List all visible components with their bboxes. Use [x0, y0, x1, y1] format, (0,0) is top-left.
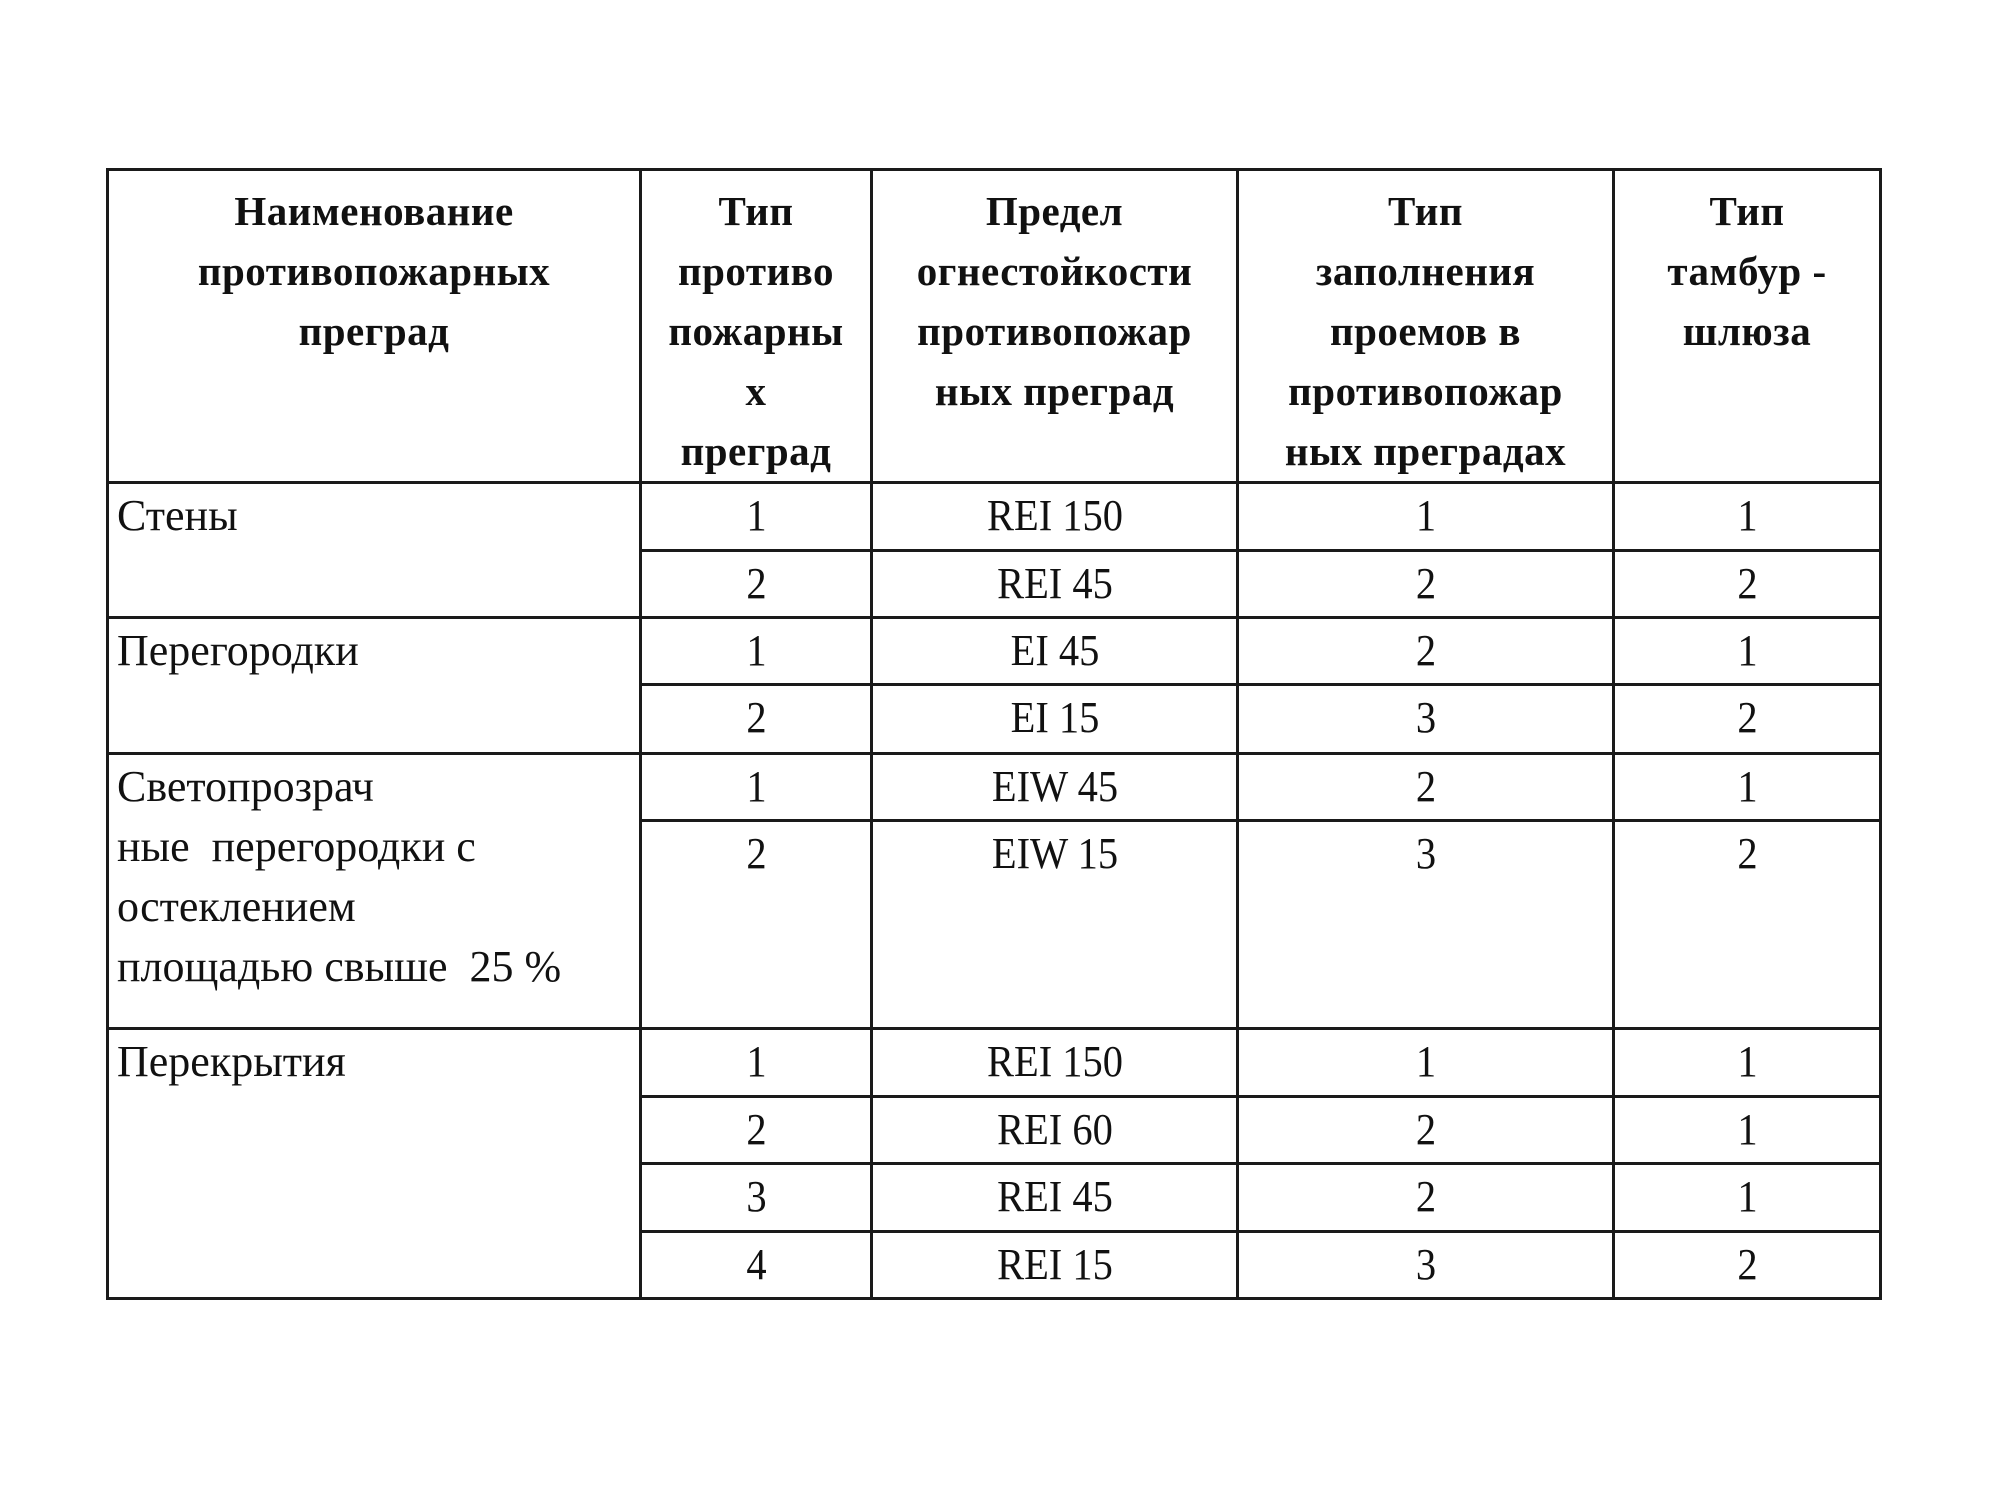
fire-resistance-cell: REI 45	[886, 551, 1223, 618]
fire-barriers-table	[106, 168, 1882, 1300]
opening-fill-cell: 1	[1253, 483, 1599, 551]
airlock-type-cell: 1	[1624, 618, 1870, 685]
fire-resistance-cell: EI 45	[886, 618, 1223, 685]
fire-resistance-cell: EIW 45	[886, 754, 1223, 821]
header-barrier-name: Наименование противопожарных преград	[108, 170, 641, 483]
fire-resistance-cell: REI 45	[886, 1164, 1223, 1232]
airlock-type-cell: 2	[1624, 1232, 1870, 1299]
airlock-type-cell: 1	[1624, 1029, 1870, 1097]
opening-fill-cell: 1	[1253, 1029, 1599, 1097]
barrier-type-cell: 2	[650, 685, 863, 754]
barrier-name-cell: Перекрытия	[108, 1029, 641, 1299]
opening-fill-cell: 2	[1253, 754, 1599, 821]
table-row	[108, 483, 1881, 551]
barrier-type-cell: 2	[650, 551, 863, 618]
barrier-type-cell: 1	[650, 483, 863, 551]
barrier-type-cell: 2	[650, 1097, 863, 1164]
fire-resistance-cell: EI 15	[886, 685, 1223, 754]
table-row	[108, 618, 1881, 685]
fire-resistance-cell: REI 15	[886, 1232, 1223, 1299]
barrier-type-cell: 2	[650, 821, 863, 1029]
barrier-name-cell: Перегородки	[108, 618, 641, 754]
header-opening-fill-type: Тип заполнения проемов в противопожар ных преградах	[1238, 170, 1614, 483]
header-fire-resistance: Предел огнестойкости противопожар ных преград	[872, 170, 1238, 483]
header-airlock-type: Тип тамбур - шлюза	[1614, 170, 1881, 483]
table-row	[108, 754, 1881, 821]
header-row	[108, 170, 1881, 483]
airlock-type-cell: 1	[1624, 1097, 1870, 1164]
fire-resistance-cell: REI 60	[886, 1097, 1223, 1164]
barrier-type-cell: 4	[650, 1232, 863, 1299]
barrier-name-cell: Светопрозрач ные перегородки с остеклением площадью свыше 25 %	[108, 754, 641, 1029]
barrier-type-cell: 1	[650, 754, 863, 821]
airlock-type-cell: 1	[1624, 483, 1870, 551]
barrier-name-cell: Стены	[108, 483, 641, 618]
fire-resistance-cell: REI 150	[886, 1029, 1223, 1097]
airlock-type-cell: 1	[1624, 754, 1870, 821]
opening-fill-cell: 3	[1253, 1232, 1599, 1299]
opening-fill-cell: 2	[1253, 551, 1599, 618]
airlock-type-cell: 2	[1624, 551, 1870, 618]
barrier-type-cell: 1	[650, 618, 863, 685]
fire-resistance-cell: EIW 15	[886, 821, 1223, 1029]
opening-fill-cell: 3	[1253, 821, 1599, 1029]
barrier-type-cell: 3	[650, 1164, 863, 1232]
opening-fill-cell: 2	[1253, 1097, 1599, 1164]
airlock-type-cell: 2	[1624, 685, 1870, 754]
table-row	[108, 1029, 1881, 1097]
fire-resistance-cell: REI 150	[886, 483, 1223, 551]
opening-fill-cell: 2	[1253, 1164, 1599, 1232]
airlock-type-cell: 2	[1624, 821, 1870, 1029]
opening-fill-cell: 2	[1253, 618, 1599, 685]
header-barrier-type: Тип противо пожарны х преград	[641, 170, 872, 483]
barrier-type-cell: 1	[650, 1029, 863, 1097]
opening-fill-cell: 3	[1253, 685, 1599, 754]
airlock-type-cell: 1	[1624, 1164, 1870, 1232]
